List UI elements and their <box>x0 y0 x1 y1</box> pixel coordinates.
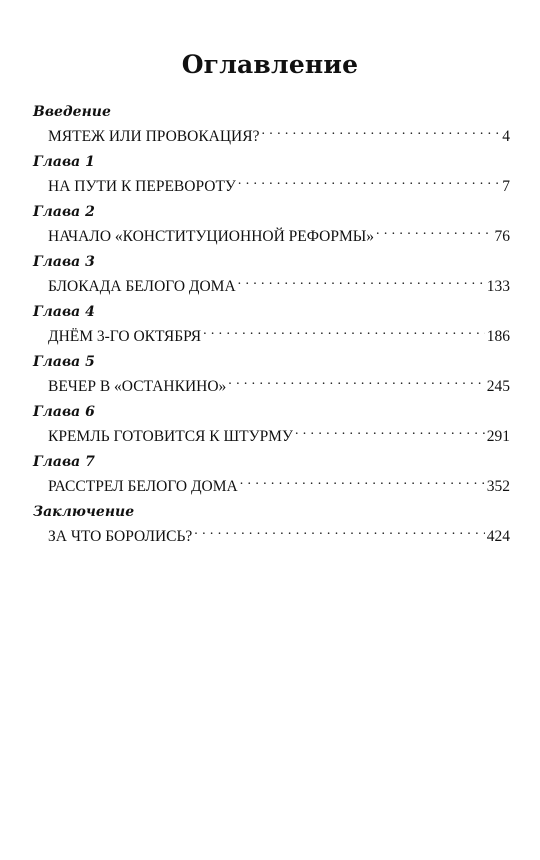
section-label: Глава 3 <box>33 254 95 270</box>
toc-entry-chapter-5[interactable] <box>33 353 510 395</box>
chapter-title: НАЧАЛО «КОНСТИТУЦИОННОЙ РЕФОРМЫ» <box>48 228 375 245</box>
dot-leader <box>295 421 485 441</box>
page-number: 291 <box>486 428 510 445</box>
toc-line <box>48 171 510 195</box>
section-label: Глава 6 <box>33 404 95 420</box>
toc-entry-chapter-7[interactable] <box>33 453 510 495</box>
page-number: 245 <box>486 378 510 395</box>
dot-leader <box>240 471 485 491</box>
dot-leader <box>228 371 484 391</box>
toc-entry-conclusion[interactable] <box>33 503 510 545</box>
page-number: 352 <box>486 478 510 495</box>
dot-leader <box>238 271 485 291</box>
toc-line <box>48 521 510 545</box>
section-label: Глава 4 <box>33 304 95 320</box>
toc-entry-chapter-1[interactable] <box>33 153 510 195</box>
chapter-title: МЯТЕЖ ИЛИ ПРОВОКАЦИЯ? <box>48 128 260 145</box>
section-label: Глава 5 <box>33 354 95 370</box>
dot-leader <box>238 171 500 191</box>
toc-line <box>48 371 510 395</box>
page-number: 424 <box>486 528 510 545</box>
chapter-title: БЛОКАДА БЕЛОГО ДОМА <box>48 278 236 295</box>
page-title: Оглавление <box>181 50 359 79</box>
chapter-title: НА ПУТИ К ПЕРЕВОРОТУ <box>48 178 236 195</box>
page-number: 7 <box>502 178 510 195</box>
chapter-title: ЗА ЧТО БОРОЛИСЬ? <box>48 528 193 545</box>
chapter-title: ДНЁМ 3-ГО ОКТЯБРЯ <box>48 328 202 345</box>
toc-entry-chapter-6[interactable] <box>33 403 510 445</box>
page-number: 76 <box>494 228 510 245</box>
dot-leader <box>194 521 484 541</box>
section-label: Глава 7 <box>33 454 95 470</box>
chapter-title: ВЕЧЕР В «ОСТАНКИНО» <box>48 378 227 395</box>
toc-entry-introduction[interactable] <box>33 103 510 145</box>
toc-line <box>48 221 510 245</box>
page-number: 4 <box>502 128 510 145</box>
section-label: Глава 2 <box>33 204 95 220</box>
dot-leader <box>203 321 485 341</box>
page-number: 186 <box>486 328 510 345</box>
section-label: Заключение <box>33 504 135 520</box>
section-label: Глава 1 <box>33 154 95 170</box>
table-of-contents <box>33 103 510 553</box>
toc-line <box>48 471 510 495</box>
page-number: 133 <box>486 278 510 295</box>
chapter-title: КРЕМЛЬ ГОТОВИТСЯ К ШТУРМУ <box>48 428 293 445</box>
toc-entry-chapter-4[interactable] <box>33 303 510 345</box>
toc-line <box>48 271 510 295</box>
toc-line <box>48 121 510 145</box>
toc-line <box>48 421 510 445</box>
toc-entry-chapter-2[interactable] <box>33 203 510 245</box>
section-label: Введение <box>33 104 111 120</box>
toc-entry-chapter-3[interactable] <box>33 253 510 295</box>
toc-line <box>48 321 510 345</box>
chapter-title: РАССТРЕЛ БЕЛОГО ДОМА <box>48 478 238 495</box>
dot-leader <box>261 121 500 141</box>
dot-leader <box>376 221 492 241</box>
